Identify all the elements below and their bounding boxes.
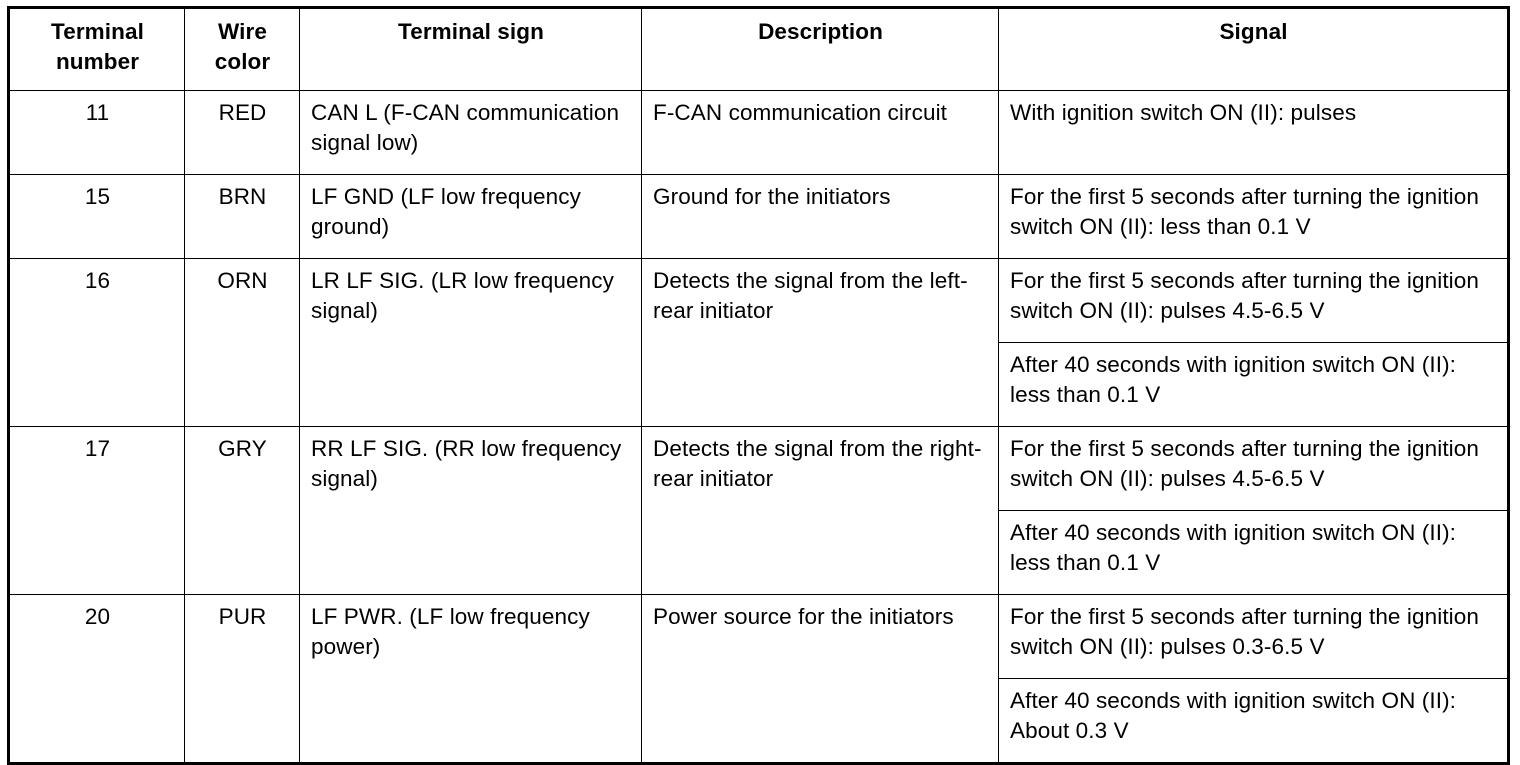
header-wire-color-line2: color (214, 49, 271, 74)
signal-cell: For the first 5 seconds after turning the ignition switch ON (II): pulses 4.5-6.5 V (999, 259, 1509, 343)
header-row (9, 8, 1509, 91)
header-terminal-number-line2: number (55, 49, 140, 74)
terminal-number-cell: 17 (9, 427, 185, 595)
description-cell: F-CAN communication circuit (642, 91, 999, 175)
terminal-sign-cell: LF GND (LF low frequency ground) (300, 175, 642, 259)
header-terminal-sign: Terminal sign (300, 8, 642, 91)
terminal-sign-cell: LR LF SIG. (LR low frequency signal) (300, 259, 642, 427)
table-row (9, 91, 1509, 175)
header-terminal-number-line1: Terminal (51, 19, 144, 44)
header-description: Description (642, 8, 999, 91)
table-row (9, 259, 1509, 343)
header-wire-color (185, 8, 300, 91)
terminal-sign-cell: CAN L (F-CAN communication signal low) (300, 91, 642, 175)
signal-cell: After 40 seconds with ignition switch ON (II): About 0.3 V (999, 679, 1509, 764)
description-cell: Detects the signal from the right-rear initiator (642, 427, 999, 595)
wire-color-cell: ORN (185, 259, 300, 427)
wire-color-cell: PUR (185, 595, 300, 764)
signal-cell: With ignition switch ON (II): pulses (999, 91, 1509, 175)
signal-cell: For the first 5 seconds after turning the ignition switch ON (II): pulses 0.3-6.5 V (999, 595, 1509, 679)
wire-color-cell: GRY (185, 427, 300, 595)
description-cell: Ground for the initiators (642, 175, 999, 259)
table-row (9, 427, 1509, 511)
terminal-sign-cell: LF PWR. (LF low frequency power) (300, 595, 642, 764)
table-row (9, 175, 1509, 259)
terminal-number-cell: 15 (9, 175, 185, 259)
terminal-number-cell: 20 (9, 595, 185, 764)
signal-cell: After 40 seconds with ignition switch ON (II): less than 0.1 V (999, 343, 1509, 427)
description-cell: Detects the signal from the left-rear initiator (642, 259, 999, 427)
signal-cell: After 40 seconds with ignition switch ON (II): less than 0.1 V (999, 511, 1509, 595)
wire-color-cell: BRN (185, 175, 300, 259)
header-signal: Signal (999, 8, 1509, 91)
terminal-table (7, 6, 1510, 765)
header-wire-color-line1: Wire (218, 19, 267, 44)
table-row (9, 595, 1509, 679)
terminal-number-cell: 16 (9, 259, 185, 427)
signal-cell: For the first 5 seconds after turning the ignition switch ON (II): less than 0.1 V (999, 175, 1509, 259)
header-terminal-number (9, 8, 185, 91)
terminal-sign-cell: RR LF SIG. (RR low frequency signal) (300, 427, 642, 595)
terminal-number-cell: 11 (9, 91, 185, 175)
description-cell: Power source for the initiators (642, 595, 999, 764)
wire-color-cell: RED (185, 91, 300, 175)
signal-cell: For the first 5 seconds after turning the ignition switch ON (II): pulses 4.5-6.5 V (999, 427, 1509, 511)
